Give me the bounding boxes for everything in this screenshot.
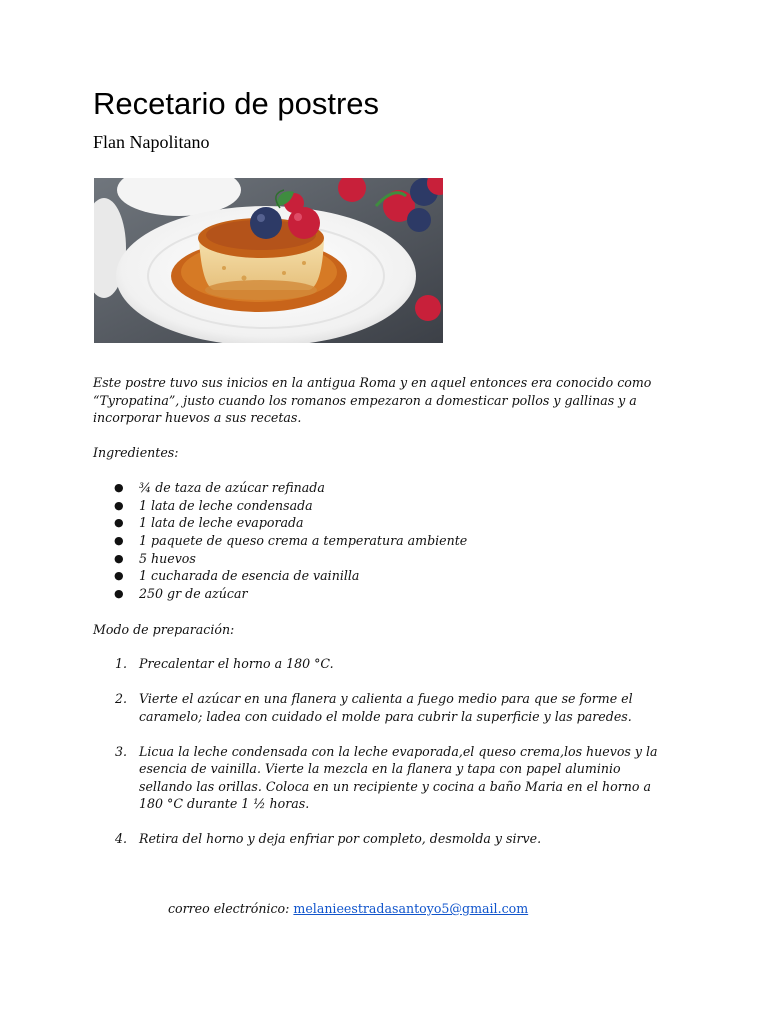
bullet-icon: ● <box>114 534 124 548</box>
bullet-icon: ● <box>114 551 124 565</box>
step-item <box>93 655 663 673</box>
email-label: correo electrónico: <box>168 901 294 916</box>
flan-illustration <box>94 178 443 343</box>
step-text: Retira del horno y deja enfriar por completo, desmolda y sirve. <box>139 831 542 846</box>
recipe-title: Flan Napolitano <box>93 132 210 152</box>
list-item: ● 250 gr de azúcar <box>114 586 248 602</box>
step-text: Licua la leche condensada con la leche evaporada,el queso crema,los huevos y la esencia de vainilla. Vierte la mezcla en la flanera y tapa con papel aluminio sellando las orillas. Coloca en un recipiente y cocina a baño Maria en el horno a 180 °C durante 1 ½ horas. <box>139 743 658 811</box>
step-text: Precalentar el horno a 180 °C. <box>139 656 334 671</box>
steps-list <box>93 655 663 865</box>
list-item: ● 1 lata de leche condensada <box>114 497 313 513</box>
list-item: ● ¾ de taza de azúcar refinada <box>114 480 325 495</box>
step-number: 2. <box>115 691 128 706</box>
ingredients-list <box>93 479 467 603</box>
step-number: 1. <box>115 656 128 671</box>
step-text: Vierte el azúcar en una flanera y calienta a fuego medio para que se forme el caramelo; ladea con cuidado el molde para cubrir la superficie y las paredes. <box>139 691 633 724</box>
bullet-icon: ● <box>114 481 124 494</box>
email-link[interactable]: melanieestradasantoyo5@gmail.com <box>293 901 529 916</box>
list-item: ● 1 paquete de queso crema a temperatura ambiente <box>114 533 468 549</box>
step-number: 4. <box>115 831 128 846</box>
contact-footer <box>168 901 528 916</box>
step-item <box>93 743 663 813</box>
document-title: Recetario de postres <box>93 86 380 121</box>
step-number: 3. <box>115 743 128 759</box>
step-item <box>93 830 663 848</box>
bullet-icon: ● <box>114 587 124 601</box>
flan-photo <box>94 178 443 343</box>
method-label: Modo de preparación: <box>93 622 235 637</box>
recipe-intro: Este postre tuvo sus inicios en la antigua Roma y en aquel entonces era conocido como “Tyropatina”, justo cuando los romanos empezaron a domesticar pollos y gallinas y a incorporar huevos a sus recetas. <box>93 375 652 425</box>
bullet-icon: ● <box>114 498 124 512</box>
list-item: ● 1 lata de leche evaporada <box>114 515 304 531</box>
list-item: ● 1 cucharada de esencia de vainilla <box>114 568 360 584</box>
step-item <box>93 690 663 725</box>
bullet-icon: ● <box>114 516 124 530</box>
list-item: ● 5 huevos <box>114 550 196 566</box>
bullet-icon: ● <box>114 569 124 583</box>
ingredients-label: Ingredientes: <box>93 445 179 460</box>
